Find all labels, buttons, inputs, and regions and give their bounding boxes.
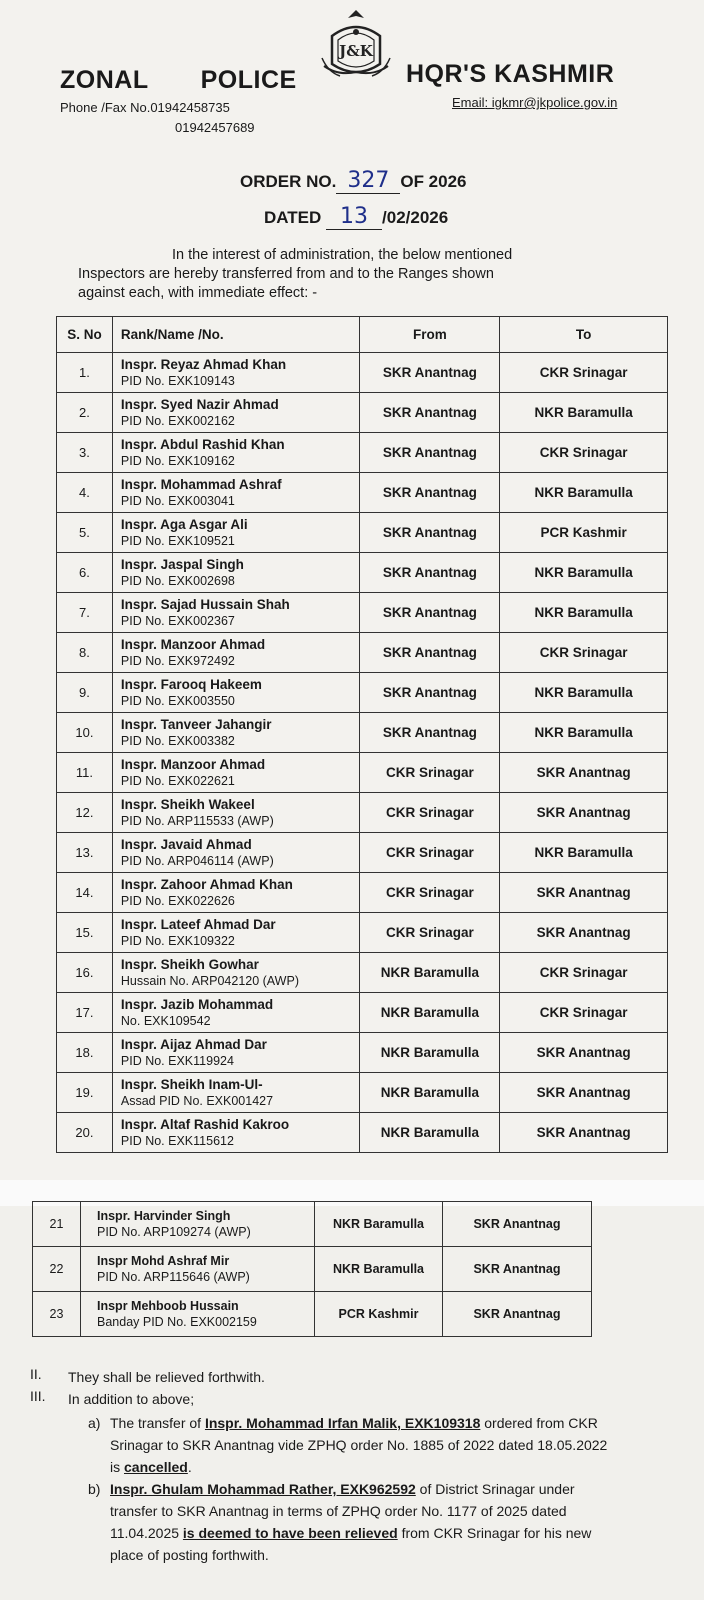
officer-cell: [81, 1292, 315, 1337]
officer-pid: PID No. EXK119924: [120, 1053, 234, 1068]
serial-number-cell: 21: [33, 1202, 81, 1247]
officer-cell: [112, 1073, 360, 1113]
officer-cell: [112, 953, 360, 993]
officer-name: Inspr. Javaid Ahmad: [120, 836, 252, 852]
officer-name: Inspr Mohd Ashraf Mir: [97, 1254, 230, 1268]
officer-cell: [81, 1202, 315, 1247]
to-range-cell: SKR Anantnag: [500, 793, 668, 833]
serial-number-cell: 15.: [57, 913, 113, 953]
from-range-cell: SKR Anantnag: [360, 513, 500, 553]
officer-cell: [112, 1113, 360, 1153]
from-range-cell: SKR Anantnag: [360, 353, 500, 393]
to-range-cell: NKR Baramulla: [500, 713, 668, 753]
to-range-cell: PCR Kashmir: [500, 513, 668, 553]
officer-cell: [112, 393, 360, 433]
table-row: [57, 1073, 668, 1113]
order-number-handwritten: 327: [336, 168, 400, 194]
to-range-cell: SKR Anantnag: [443, 1292, 592, 1337]
to-range-cell: NKR Baramulla: [500, 473, 668, 513]
transfer-table-continued: [32, 1201, 592, 1337]
email-address: Email: igkmr@jkpolice.gov.in: [452, 95, 618, 110]
officer-name: Inspr. Reyaz Ahmad Khan: [120, 356, 287, 372]
officer-name: Inspr Mehboob Hussain: [97, 1299, 239, 1313]
header-title-right: HQR'S KASHMIR: [406, 60, 615, 88]
column-header: To: [500, 317, 668, 353]
from-range-cell: CKR Srinagar: [360, 833, 500, 873]
officer-name: Inspr. Aijaz Ahmad Dar: [120, 1036, 267, 1052]
serial-number-cell: 22: [33, 1247, 81, 1292]
from-range-cell: SKR Anantnag: [360, 553, 500, 593]
officer-pid: PID No. EXK002367: [120, 613, 235, 628]
serial-number-cell: 3.: [57, 433, 113, 473]
from-range-cell: CKR Srinagar: [360, 873, 500, 913]
officer-cell: [112, 473, 360, 513]
officer-name: Inspr. Lateef Ahmad Dar: [120, 916, 276, 932]
officer-pid: Banday PID No. EXK002159: [97, 1315, 257, 1329]
note-a: a) The transfer of Inspr. Mohammad Irfan Malik, EXK109318 ordered from CKR Srinagar to SKR Anantnag vide ZPHQ order No. 1885 of 2022 dated 18.05.2022 is cancelled.: [88, 1415, 608, 1475]
serial-number-cell: 1.: [57, 353, 113, 393]
svg-text:J&K: J&K: [339, 42, 373, 60]
to-range-cell: NKR Baramulla: [500, 593, 668, 633]
phone-fax-line-2: 01942457689: [175, 120, 255, 135]
officer-pid: Assad PID No. EXK001427: [120, 1093, 274, 1108]
officer-pid: PID No. EXK109143: [120, 373, 235, 388]
from-range-cell: NKR Baramulla: [360, 1033, 500, 1073]
column-header: From: [360, 317, 500, 353]
serial-number-cell: 16.: [57, 953, 113, 993]
phone-fax-line: Phone /Fax No.01942458735: [60, 100, 230, 115]
serial-number-cell: 6.: [57, 553, 113, 593]
officer-name: Inspr. Syed Nazir Ahmad: [120, 396, 279, 412]
table-row: [57, 473, 668, 513]
note-iii-text: In addition to above;: [68, 1391, 195, 1407]
column-header: Rank/Name /No.: [112, 317, 360, 353]
table-row: [57, 993, 668, 1033]
to-range-cell: CKR Srinagar: [500, 433, 668, 473]
table-row: [57, 873, 668, 913]
intro-paragraph: In the interest of administration, the below mentioned Inspectors are hereby transferred from and to the Ranges shown against each, with immediate effect: -: [78, 247, 513, 301]
table-row: [33, 1292, 592, 1337]
officer-pid: PID No. ARP115533 (AWP): [120, 813, 274, 828]
officer-name: Inspr. Sheikh Wakeel: [120, 796, 255, 812]
officer-pid: PID No. EXK115612: [120, 1133, 234, 1148]
to-range-cell: CKR Srinagar: [500, 353, 668, 393]
officer-cell: [112, 553, 360, 593]
table-row: [57, 793, 668, 833]
column-header: S. No: [57, 317, 113, 353]
to-range-cell: NKR Baramulla: [500, 393, 668, 433]
serial-number-cell: 23: [33, 1292, 81, 1337]
officer-name: Inspr. Manzoor Ahmad: [120, 756, 266, 772]
to-range-cell: NKR Baramulla: [500, 553, 668, 593]
officer-pid: PID No. EXK002698: [120, 573, 235, 588]
serial-number-cell: 12.: [57, 793, 113, 833]
officer-name: Inspr. Tanveer Jahangir: [120, 716, 272, 732]
officer-pid: No. EXK109542: [120, 1013, 211, 1028]
table-row: [57, 953, 668, 993]
from-range-cell: NKR Baramulla: [360, 993, 500, 1033]
table-row: [57, 833, 668, 873]
officer-cell: [112, 873, 360, 913]
officer-cell: [112, 633, 360, 673]
officer-name: Inspr. Aga Asgar Ali: [120, 516, 248, 532]
officer-cell: [112, 353, 360, 393]
officer-pid: PID No. EXK022626: [120, 893, 235, 908]
order-date: DATED 13 /02/2026: [264, 204, 449, 229]
table-row: [57, 433, 668, 473]
serial-number-cell: 7.: [57, 593, 113, 633]
officer-name-relieved: Inspr. Ghulam Mohammad Rather, EXK962592: [110, 1481, 416, 1497]
from-range-cell: PCR Kashmir: [315, 1292, 443, 1337]
to-range-cell: NKR Baramulla: [500, 673, 668, 713]
table-row: [57, 913, 668, 953]
officer-pid: Hussain No. ARP042120 (AWP): [120, 973, 299, 988]
officer-cell: [112, 673, 360, 713]
officer-name-cancelled: Inspr. Mohammad Irfan Malik, EXK109318: [204, 1415, 481, 1431]
officer-pid: PID No. EXK109521: [120, 533, 235, 548]
officer-pid: PID No. EXK003550: [120, 693, 235, 708]
officer-name: Inspr. Jaspal Singh: [120, 556, 244, 572]
from-range-cell: NKR Baramulla: [360, 953, 500, 993]
officer-cell: [81, 1247, 315, 1292]
from-range-cell: SKR Anantnag: [360, 593, 500, 633]
officer-name: Inspr. Manzoor Ahmad: [120, 636, 266, 652]
from-range-cell: SKR Anantnag: [360, 673, 500, 713]
officer-name: Inspr. Sheikh Inam-Ul-: [120, 1076, 263, 1092]
officer-cell: [112, 1033, 360, 1073]
table-row: [57, 1033, 668, 1073]
note-ii-label: II.: [30, 1366, 42, 1382]
officer-name: Inspr. Harvinder Singh: [97, 1209, 231, 1223]
from-range-cell: SKR Anantnag: [360, 713, 500, 753]
officer-name: Inspr. Jazib Mohammad: [120, 996, 274, 1012]
from-range-cell: NKR Baramulla: [315, 1247, 443, 1292]
table-row: [57, 753, 668, 793]
table-row: [57, 633, 668, 673]
to-range-cell: CKR Srinagar: [500, 633, 668, 673]
table-header-row: [57, 317, 668, 353]
serial-number-cell: 18.: [57, 1033, 113, 1073]
to-range-cell: SKR Anantnag: [443, 1202, 592, 1247]
officer-cell: [112, 593, 360, 633]
officer-pid: PID No. EXK972492: [120, 653, 235, 668]
serial-number-cell: 14.: [57, 873, 113, 913]
officer-pid: PID No. EXK022621: [120, 773, 235, 788]
to-range-cell: SKR Anantnag: [500, 1113, 668, 1153]
note-b: b) Inspr. Ghulam Mohammad Rather, EXK962592 of District Srinagar under transfer to SKR Anantnag in terms of ZPHQ order No. 1177 of 2025 dated 11.04.2025 is deemed to have been relieved from CKR Srinagar for his new place of posting forthwith.: [88, 1481, 592, 1563]
serial-number-cell: 5.: [57, 513, 113, 553]
officer-cell: [112, 753, 360, 793]
to-range-cell: SKR Anantnag: [500, 753, 668, 793]
serial-number-cell: 13.: [57, 833, 113, 873]
serial-number-cell: 2.: [57, 393, 113, 433]
officer-name: Inspr. Sheikh Gowhar: [120, 956, 259, 972]
from-range-cell: CKR Srinagar: [360, 793, 500, 833]
officer-pid: PID No. EXK003041: [120, 493, 235, 508]
table-row: [57, 393, 668, 433]
to-range-cell: SKR Anantnag: [500, 1033, 668, 1073]
officer-cell: [112, 833, 360, 873]
from-range-cell: SKR Anantnag: [360, 393, 500, 433]
from-range-cell: NKR Baramulla: [315, 1202, 443, 1247]
officer-name: Inspr. Mohammad Ashraf: [120, 476, 282, 492]
officer-pid: PID No. EXK002162: [120, 413, 235, 428]
table-row: [57, 553, 668, 593]
to-range-cell: CKR Srinagar: [500, 993, 668, 1033]
from-range-cell: SKR Anantnag: [360, 473, 500, 513]
officer-name: Inspr. Altaf Rashid Kakroo: [120, 1116, 290, 1132]
serial-number-cell: 19.: [57, 1073, 113, 1113]
officer-cell: [112, 433, 360, 473]
officer-pid: PID No. ARP046114 (AWP): [120, 853, 274, 868]
table-row: [57, 513, 668, 553]
order-number: ORDER NO. 327 OF 2026: [240, 168, 467, 193]
table-row: [57, 713, 668, 753]
to-range-cell: NKR Baramulla: [500, 833, 668, 873]
note-iii-label: III.: [30, 1388, 46, 1404]
from-range-cell: NKR Baramulla: [360, 1113, 500, 1153]
officer-cell: [112, 913, 360, 953]
from-range-cell: NKR Baramulla: [360, 1073, 500, 1113]
officer-name: Inspr. Abdul Rashid Khan: [120, 436, 285, 452]
officer-cell: [112, 513, 360, 553]
transfer-table: [56, 316, 668, 1153]
officer-pid: PID No. EXK109162: [120, 453, 235, 468]
serial-number-cell: 20.: [57, 1113, 113, 1153]
officer-pid: PID No. EXK003382: [120, 733, 235, 748]
from-range-cell: CKR Srinagar: [360, 913, 500, 953]
serial-number-cell: 17.: [57, 993, 113, 1033]
to-range-cell: SKR Anantnag: [500, 913, 668, 953]
to-range-cell: SKR Anantnag: [500, 873, 668, 913]
officer-name: Inspr. Farooq Hakeem: [120, 676, 262, 692]
serial-number-cell: 9.: [57, 673, 113, 713]
officer-name: Inspr. Sajad Hussain Shah: [120, 596, 290, 612]
from-range-cell: SKR Anantnag: [360, 433, 500, 473]
from-range-cell: CKR Srinagar: [360, 753, 500, 793]
note-ii-text: They shall be relieved forthwith.: [68, 1369, 265, 1385]
table-row: [57, 353, 668, 393]
table-row: [33, 1247, 592, 1292]
serial-number-cell: 11.: [57, 753, 113, 793]
serial-number-cell: 10.: [57, 713, 113, 753]
to-range-cell: SKR Anantnag: [500, 1073, 668, 1113]
officer-pid: PID No. ARP109274 (AWP): [97, 1225, 251, 1239]
table-row: [57, 593, 668, 633]
officer-name: Inspr. Zahoor Ahmad Khan: [120, 876, 293, 892]
header-title-left: ZONAL POLICE: [60, 66, 297, 94]
officer-cell: [112, 793, 360, 833]
table-row: [57, 673, 668, 713]
to-range-cell: SKR Anantnag: [443, 1247, 592, 1292]
order-day-handwritten: 13: [326, 204, 382, 230]
officer-cell: [112, 993, 360, 1033]
officer-pid: PID No. ARP115646 (AWP): [97, 1270, 250, 1284]
table-row: [57, 1113, 668, 1153]
serial-number-cell: 4.: [57, 473, 113, 513]
officer-pid: PID No. EXK109322: [120, 933, 235, 948]
officer-cell: [112, 713, 360, 753]
from-range-cell: SKR Anantnag: [360, 633, 500, 673]
serial-number-cell: 8.: [57, 633, 113, 673]
table-row: [33, 1202, 592, 1247]
to-range-cell: CKR Srinagar: [500, 953, 668, 993]
